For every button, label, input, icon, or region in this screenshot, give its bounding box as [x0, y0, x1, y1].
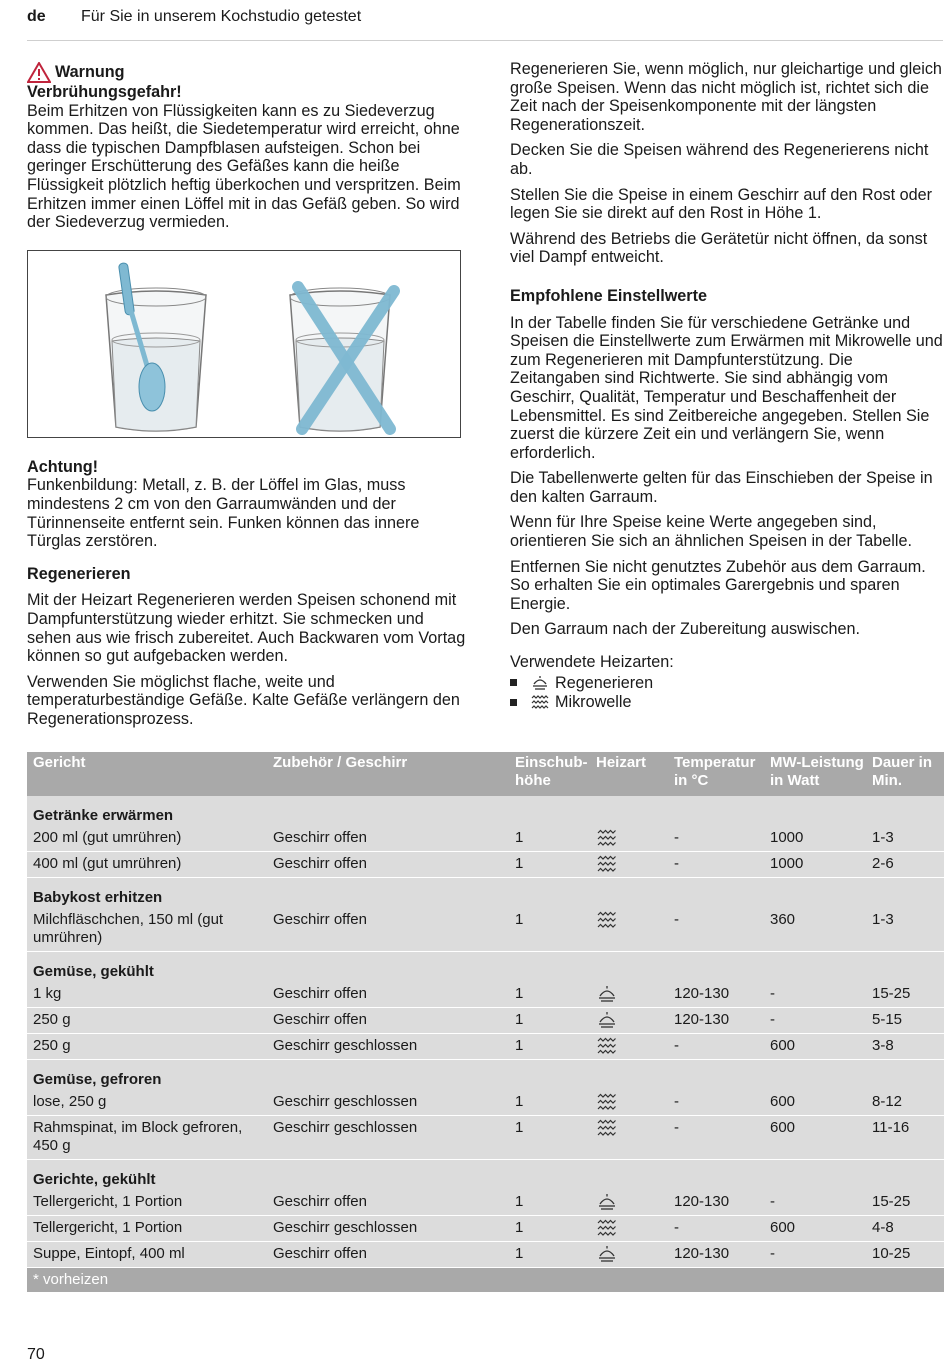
cell-dish: Rahmspinat, im Block gefroren, 450 g: [33, 1119, 243, 1154]
heat-type-item-microwave: [510, 693, 943, 712]
cell-temperature: -: [674, 1093, 679, 1110]
group-title: Babykost erhitzen: [33, 889, 163, 906]
regenerate-icon: [596, 1193, 618, 1211]
cell-temperature: 120-130: [674, 1011, 730, 1028]
table-row: [27, 1090, 944, 1116]
bullet-square: [510, 699, 517, 706]
cell-power: 600: [770, 1119, 796, 1136]
table-group-heading: [27, 878, 944, 908]
regenerate-icon: [596, 1245, 618, 1263]
cell-dish: 1 kg: [33, 985, 62, 1002]
cell-heat: [596, 1119, 618, 1137]
table-row: [27, 1116, 944, 1160]
heat-type-label: Mikrowelle: [555, 693, 632, 712]
bullet-square: [510, 679, 517, 686]
warning-icon: [27, 62, 51, 83]
table-row: [27, 826, 944, 852]
regenerate-paragraph-5: Stellen Sie die Speise in einem Geschirr auf den Rost oder legen Sie sie direkt auf den Rost in Höhe 1.: [510, 185, 933, 223]
cell-level: 1: [515, 1011, 524, 1028]
glass-illustration-graphic: [28, 251, 460, 437]
cell-dish: Tellergericht, 1 Portion: [33, 1193, 183, 1210]
cell-accessory: Geschirr offen: [273, 911, 367, 928]
microwave-icon: [596, 855, 618, 873]
recommended-paragraph-5: Den Garraum nach der Zubereitung auswischen.: [510, 620, 861, 639]
table-row: [27, 1008, 944, 1034]
cell-heat: [596, 985, 618, 1003]
cell-temperature: 120-130: [674, 1245, 730, 1262]
cell-level: 1: [515, 855, 524, 872]
group-title: Gerichte, gekühlt: [33, 1171, 156, 1188]
table-group-heading: [27, 952, 944, 982]
cell-accessory: Geschirr geschlossen: [273, 1119, 418, 1136]
cell-accessory: Geschirr offen: [273, 1011, 367, 1028]
table-row: [27, 1034, 944, 1060]
cell-temperature: -: [674, 1037, 679, 1054]
chapter-title: Für Sie in unserem Kochstudio getestet: [81, 8, 362, 25]
table-footer: [27, 1268, 944, 1292]
cell-level: 1: [515, 911, 524, 928]
group-title: Getränke erwärmen: [33, 807, 174, 824]
cell-duration: 15-25: [872, 1193, 911, 1210]
cell-accessory: Geschirr offen: [273, 1193, 367, 1210]
page-number: 70: [27, 1346, 45, 1363]
cell-heat: [596, 829, 618, 847]
table-header: [27, 752, 944, 796]
cell-accessory: Geschirr offen: [273, 985, 367, 1002]
recommended-paragraph-3: Wenn für Ihre Speise keine Werte angegeben sind, orientieren Sie sich an ähnlichen Speisen in der Tabelle.: [510, 513, 912, 551]
regenerate-paragraph-6: Während des Betriebs die Gerätetür nicht öffnen, da sonst viel Dampf entweicht.: [510, 229, 928, 267]
cell-power: 600: [770, 1219, 796, 1236]
regenerate-icon: [596, 1011, 618, 1029]
group-title: Gemüse, gekühlt: [33, 963, 154, 980]
cell-duration: 1-3: [872, 829, 894, 846]
right-column: [510, 60, 943, 713]
cell-heat: [596, 1219, 618, 1237]
cell-temperature: -: [674, 829, 679, 846]
header-duration: Dauer in Min.: [872, 754, 933, 789]
table-row: [27, 908, 944, 952]
table-row: [27, 1242, 944, 1268]
cell-dish: Suppe, Eintopf, 400 ml: [33, 1245, 185, 1262]
cell-accessory: Geschirr offen: [273, 1245, 367, 1262]
cell-power: 600: [770, 1037, 796, 1054]
table-row: [27, 1216, 944, 1242]
warning-subtitle: Verbrühungsgefahr!: [27, 83, 182, 101]
table-row: [27, 852, 944, 878]
table-row: [27, 1190, 944, 1216]
cell-dish: 250 g: [33, 1011, 71, 1028]
header-dish: Gericht: [33, 754, 86, 771]
cell-duration: 15-25: [872, 985, 911, 1002]
table-body: [27, 796, 944, 1268]
cell-temperature: -: [674, 1219, 679, 1236]
microwave-icon: [596, 1119, 618, 1137]
cell-level: 1: [515, 1219, 524, 1236]
cell-heat: [596, 1011, 618, 1029]
cell-dish: 200 ml (gut umrühren): [33, 829, 182, 846]
left-column: [27, 60, 467, 735]
regenerate-paragraph-3: Regenerieren Sie, wenn möglich, nur gleichartige und gleich große Speisen. Wenn das nicht möglich ist, richtet sich die Zeit nach der Speisenkomponente mit der längsten Regenerationszeit.: [510, 60, 942, 134]
header-temperature: Temperatur in °C: [674, 754, 756, 789]
cell-temperature: -: [674, 911, 679, 928]
cell-heat: [596, 855, 618, 873]
cell-accessory: Geschirr geschlossen: [273, 1219, 418, 1236]
regenerate-icon: [596, 985, 618, 1003]
cell-power: 1000: [770, 855, 804, 872]
cell-power: 360: [770, 911, 796, 928]
table-row: [27, 982, 944, 1008]
recommended-paragraph-1: In der Tabelle finden Sie für verschiedene Getränke und Speisen die Einstellwerte zum Erwärmen mit Mikrowelle und zum Regenerieren mit Dampfunterstützung. Die Zeitangaben sind Richtwerte. Sie sind abhängig vom Geschirr, Qualität, Temperatur und Beschaffenheit der Lebensmittel. Es sind Zeitbereiche angegeben. Stellen Sie zuerst die kürzere Zeit ein und verlängern Sie, wenn erforderlich.: [510, 313, 943, 462]
cell-accessory: Geschirr offen: [273, 855, 367, 872]
header-heat: Heizart: [596, 754, 647, 771]
header-power: MW-Leistung in Watt: [770, 754, 864, 789]
cell-heat: [596, 1245, 618, 1263]
microwave-icon: [596, 1093, 618, 1111]
cell-heat: [596, 1093, 618, 1111]
warning-heading: [27, 62, 467, 83]
cell-duration: 5-15: [872, 1011, 903, 1028]
warning-text: Beim Erhitzen von Flüssigkeiten kann es zu Siedeverzug kommen. Das heißt, die Siedetemperatur wird erreicht, ohne dass die typischen Dampfblasen aufsteigen. Schon bei geringer Erschütterung des Gefäßes kann die heiße Flüssigkeit plötzlich heftig überkochen und verspritzen. Beim Erhitzen immer einen Löffel mit in das Gefäß geben. So wird der Siedeverzug vermieden.: [27, 101, 461, 232]
recommended-paragraph-4: Entfernen Sie nicht genutztes Zubehör aus dem Garraum. So erhalten Sie ein optimales Garergebnis und sparen Energie.: [510, 557, 926, 613]
cell-heat: [596, 911, 618, 929]
cell-level: 1: [515, 1093, 524, 1110]
header-accessory: Zubehör / Geschirr: [273, 754, 408, 771]
cell-dish: Milchfläschchen, 150 ml (gut umrühren): [33, 911, 224, 946]
cell-duration: 8-12: [872, 1093, 903, 1110]
table-group-heading: [27, 1160, 944, 1190]
microwave-icon: [596, 1219, 618, 1237]
cell-duration: 4-8: [872, 1219, 894, 1236]
spoon-in-glass-illustration: [27, 250, 461, 438]
cell-accessory: Geschirr offen: [273, 829, 367, 846]
cell-accessory: Geschirr geschlossen: [273, 1093, 418, 1110]
regenerate-paragraph-1: Mit der Heizart Regenerieren werden Speisen schonend mit Dampfunterstützung wieder erhitzt. Sie schmecken und sehen aus wie frisch zubereitet. Auch Backwaren vom Vortag können so gut aufgebacken werden.: [27, 591, 466, 666]
cell-level: 1: [515, 1037, 524, 1054]
cell-power: 600: [770, 1093, 796, 1110]
cell-level: 1: [515, 1119, 524, 1136]
recommended-settings-heading: Empfohlene Einstellwerte: [510, 286, 707, 305]
group-title: Gemüse, gefroren: [33, 1071, 162, 1088]
cell-duration: 1-3: [872, 911, 894, 928]
cell-dish: Tellergericht, 1 Portion: [33, 1219, 183, 1236]
heat-types-label: Verwendete Heizarten:: [510, 653, 674, 672]
cell-power: 1000: [770, 829, 804, 846]
cell-level: 1: [515, 985, 524, 1002]
warning-title: Warnung: [55, 63, 125, 82]
regenerate-paragraph-2: Verwenden Sie möglichst flache, weite und temperaturbeständige Gefäße. Kalte Gefäße verlängern den Regenerationsprozess.: [27, 672, 460, 728]
language-code: de: [27, 8, 46, 25]
cell-heat: [596, 1193, 618, 1211]
cell-level: 1: [515, 1245, 524, 1262]
cell-heat: [596, 1037, 618, 1055]
cell-temperature: 120-130: [674, 1193, 730, 1210]
header-level: Einschub- höhe: [515, 754, 588, 789]
heat-type-label: Regenerieren: [555, 673, 654, 692]
footnote: * vorheizen: [33, 1271, 109, 1288]
recommended-paragraph-2: Die Tabellenwerte gelten für das Einschieben der Speise in den kalten Garraum.: [510, 469, 933, 506]
cell-temperature: -: [674, 855, 679, 872]
cell-power: -: [770, 1193, 775, 1210]
cell-duration: 10-25: [872, 1245, 911, 1262]
table-group-heading: [27, 796, 944, 826]
heat-type-item-regenerate: [510, 674, 943, 693]
microwave-icon: [531, 695, 549, 711]
settings-table: [27, 752, 944, 1292]
cell-duration: 3-8: [872, 1037, 894, 1054]
cell-temperature: -: [674, 1119, 679, 1136]
header-divider: [27, 40, 943, 41]
microwave-icon: [596, 829, 618, 847]
caution-text: Funkenbildung: Metall, z. B. der Löffel im Glas, muss mindestens 2 cm von den Garraumwänden und der Türinnenseite entfernt sein. Funken können das innere Türglas zerstören.: [27, 476, 420, 551]
microwave-icon: [596, 911, 618, 929]
page-header: [27, 6, 943, 30]
table-group-heading: [27, 1060, 944, 1090]
cell-power: -: [770, 1245, 775, 1262]
cell-level: 1: [515, 1193, 524, 1210]
cell-dish: 250 g: [33, 1037, 71, 1054]
caution-title: Achtung!: [27, 457, 99, 476]
cell-duration: 2-6: [872, 855, 894, 872]
regenerate-paragraph-4: Decken Sie die Speisen während des Regenerierens nicht ab.: [510, 141, 929, 178]
cell-level: 1: [515, 829, 524, 846]
cell-accessory: Geschirr geschlossen: [273, 1037, 418, 1054]
regenerate-heading: Regenerieren: [27, 564, 131, 583]
regenerate-icon: [531, 675, 549, 691]
cell-power: -: [770, 1011, 775, 1028]
cell-temperature: 120-130: [674, 985, 730, 1002]
microwave-icon: [596, 1037, 618, 1055]
cell-power: -: [770, 985, 775, 1002]
cell-dish: lose, 250 g: [33, 1093, 107, 1110]
cell-dish: 400 ml (gut umrühren): [33, 855, 182, 872]
cell-duration: 11-16: [872, 1119, 910, 1136]
